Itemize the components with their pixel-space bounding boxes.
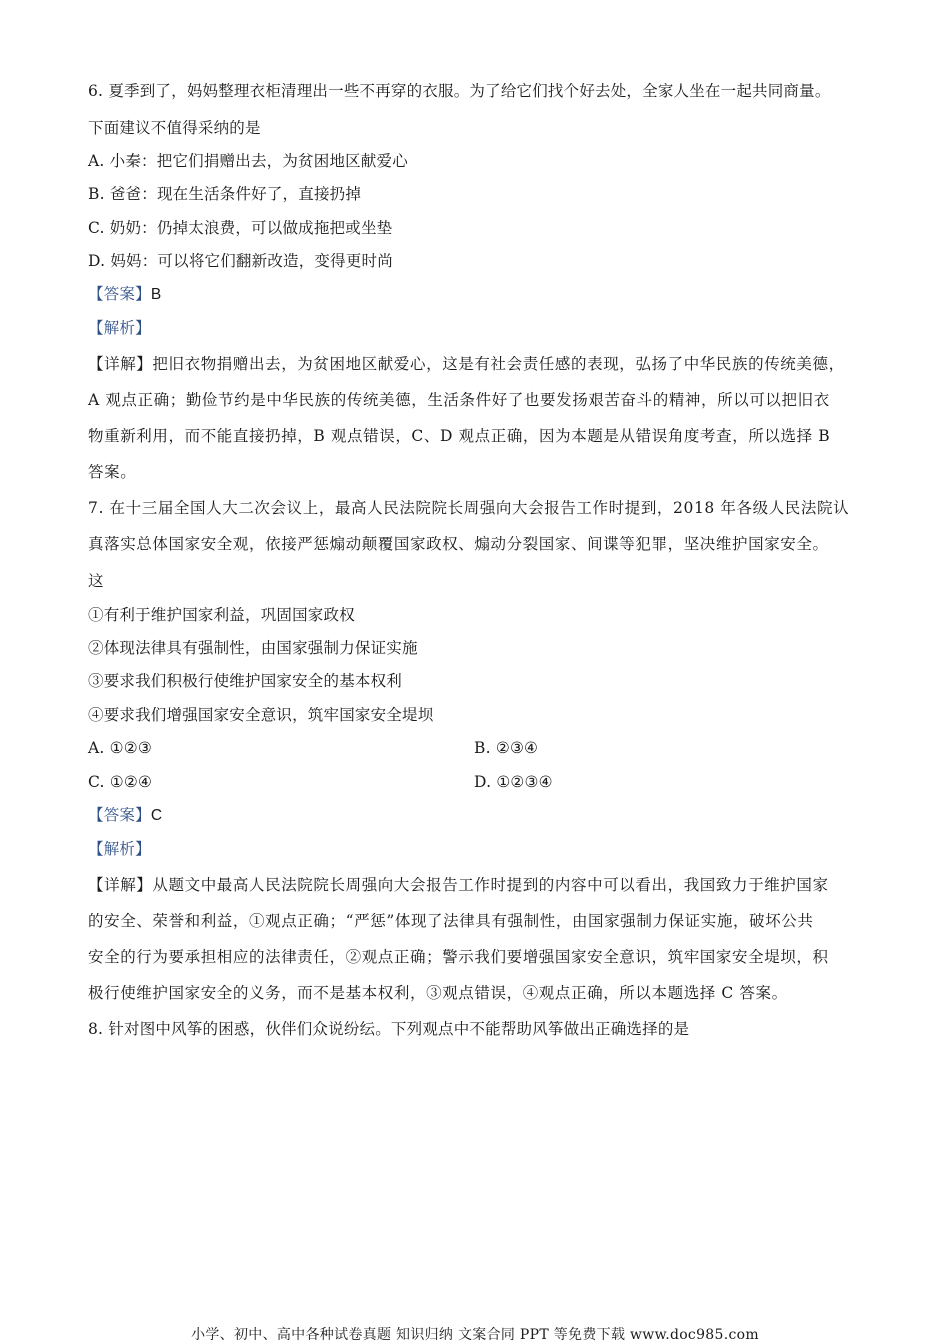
q7-detail-line1 bbox=[88, 874, 829, 896]
q7-stem-line3: 这 bbox=[88, 572, 104, 590]
q7-option-c: C. ①②④ bbox=[88, 773, 153, 791]
q7-option-a: A. ①②③ bbox=[88, 739, 152, 757]
q7-answer-value: C bbox=[150, 807, 163, 824]
q7-option-b: B. ②③④ bbox=[474, 739, 539, 757]
q6-detail-line2: A 观点正确；勤俭节约是中华民族的传统美德，生活条件好了也要发扬艰苦奋斗的精神，所以可以把旧衣 bbox=[88, 391, 830, 409]
q6-detail-text1: 把旧衣物捐赠出去，为贫困地区献爱心，这是有社会责任感的表现，弘扬了中华民族的传统美德， bbox=[152, 355, 845, 373]
page-footer: 小学、初中、高中各种试卷真题 知识归纳 文案合同 PPT 等免费下载 www.doc985.com bbox=[191, 1327, 759, 1343]
q6-detail-line3: 物重新利用，而不能直接扔掉，B 观点错误，C、D 观点正确，因为本题是从错误角度考查，所以选择 B bbox=[88, 427, 831, 445]
q7-answer bbox=[88, 804, 162, 827]
q6-answer-tag: 【答案】 bbox=[88, 285, 151, 303]
q7-option-d: D. ①②③④ bbox=[474, 773, 553, 791]
q7-statement-2: ②体现法律具有强制性，由国家强制力保证实施 bbox=[88, 639, 418, 657]
q6-stem-line1: 6. 夏季到了，妈妈整理衣柜清理出一些不再穿的衣服。为了给它们找个好去处，全家人坐在一起共同商量。 bbox=[88, 82, 831, 100]
q7-detail-line2: 的安全、荣誉和利益，①观点正确；“严惩”体现了法律具有强制性，由国家强制力保证实施，破坏公共 bbox=[88, 912, 814, 930]
q6-stem-line2: 下面建议不值得采纳的是 bbox=[88, 119, 261, 137]
q7-statement-1: ①有利于维护国家利益，巩固国家政权 bbox=[88, 606, 355, 624]
q7-answer-tag: 【答案】 bbox=[88, 806, 151, 824]
q7-detail-tag: 【详解】 bbox=[88, 876, 153, 894]
q6-detail-tag: 【详解】 bbox=[88, 355, 153, 373]
q7-statement-4: ④要求我们增强国家安全意识，筑牢国家安全堤坝 bbox=[88, 706, 434, 724]
q7-stem-line1: 7. 在十三届全国人大二次会议上，最高人民法院院长周强向大会报告工作时提到，2018 年各级人民法院认 bbox=[88, 499, 850, 517]
q7-stem-line2: 真落实总体国家安全观，依接严惩煽动颠覆国家政权、煽动分裂国家、间谍等犯罪，坚决维护国家安全。 bbox=[88, 535, 829, 553]
q8-stem: 8. 针对图中风筝的困惑，伙伴们众说纷纭。下列观点中不能帮助风筝做出正确选择的是 bbox=[88, 1020, 690, 1038]
q7-statement-3: ③要求我们积极行使维护国家安全的基本权利 bbox=[88, 672, 403, 690]
q6-option-d: D. 妈妈：可以将它们翻新改造，变得更时尚 bbox=[88, 252, 393, 270]
q6-option-c: C. 奶奶：仍掉太浪费，可以做成拖把或坐垫 bbox=[88, 219, 393, 237]
q7-detail-line3: 安全的行为要承担相应的法律责任，②观点正确；警示我们要增强国家安全意识，筑牢国家安全堤坝，积 bbox=[88, 948, 829, 966]
q6-answer bbox=[88, 283, 161, 306]
q6-detail-line1 bbox=[88, 353, 845, 375]
q7-detail-text1: 从题文中最高人民法院院长周强向大会报告工作时提到的内容中可以看出，我国致力于维护国家 bbox=[152, 876, 829, 894]
q6-answer-value: B bbox=[150, 286, 162, 303]
q6-option-a: A. 小秦：把它们捐赠出去，为贫困地区献爱心 bbox=[88, 152, 408, 170]
q6-analysis-tag: 【解析】 bbox=[88, 319, 151, 337]
q7-detail-line4: 极行使维护国家安全的义务，而不是基本权利，③观点错误，④观点正确，所以本题选择 C 答案。 bbox=[88, 984, 788, 1002]
q6-option-b: B. 爸爸：现在生活条件好了，直接扔掉 bbox=[88, 185, 362, 203]
q7-analysis-tag: 【解析】 bbox=[88, 840, 151, 858]
q6-detail-line4: 答案。 bbox=[88, 463, 137, 481]
